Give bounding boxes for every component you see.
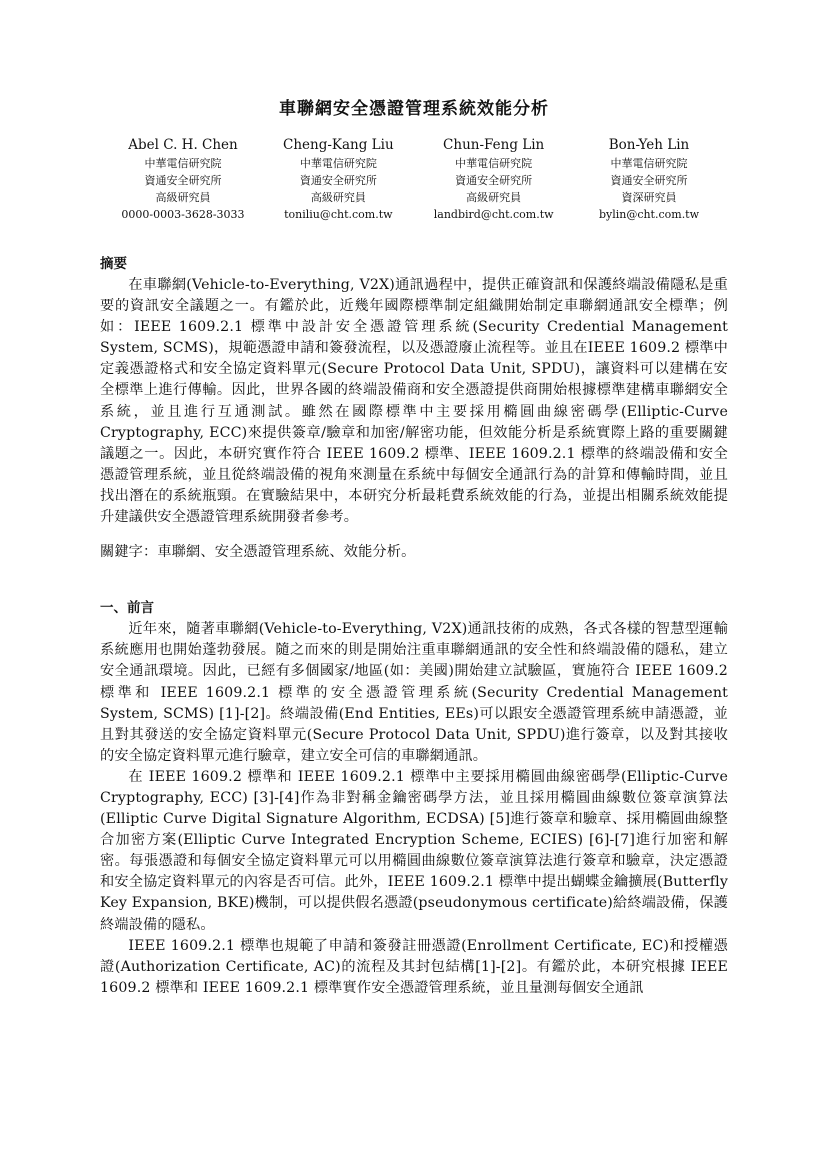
author-position: 高級研究員 — [155, 191, 211, 204]
author-org: 中華電信研究院 — [299, 157, 377, 170]
paper-page — [100, 98, 728, 999]
author-org: 中華電信研究院 — [455, 157, 533, 170]
author-name: Chun-Feng Lin — [443, 137, 545, 153]
abstract-text: 在車聯網(Vehicle-to-Everything, V2X)通訊過程中，提供正確資訊和保護終端設備隱私是重要的資訊安全議題之一。有鑑於此，近幾年國際標準制定組織開始制定車聯網通訊安全標準；例如：IEEE 1609.2.1 標準中設計安全憑證管理系統(Security Credential Management System, SCMS)，規範憑證申請和簽發流程，以及憑證廢止流程等。並且在IEEE 1609.2 標準中定義憑證格式和安全協定資料單元(Secure Protocol Data Unit, SPDU)，讓資料可以建構在安全標準上進行傳輸。因此，世界各國的終端設備商和安全憑證提供商開始根據標準建構車聯網安全系統，並且進行互通測試。雖然在國際標準中主要採用橢圓曲線密碼學(Elliptic-Curve Cryptography, ECC)來提供簽章/驗章和加密/解密功能，但效能分析是系統實際上路的重要關鍵議題之一。因此，本研究實作符合 IEEE 1609.2 標準、IEEE 1609.2.1 標準的終端設備和安全憑證管理系統，並且從終端設備的視角來測量在系統中每個安全通訊行為的計算和傳輸時間，並且找出潛在的系統瓶頸。在實驗結果中，本研究分析最耗費系統效能的行為，並提出相關系統效能提升建議供安全憑證管理系統開發者參考。 — [100, 277, 728, 526]
author-block — [574, 136, 724, 223]
author-name: Abel C. H. Chen — [128, 137, 238, 153]
author-position: 高級研究員 — [466, 191, 522, 204]
author-contact: 0000-0003-3628-3033 — [121, 208, 245, 221]
body-paragraph: 在 IEEE 1609.2 標準和 IEEE 1609.2.1 標準中主要採用橢圓曲線密碼學(Elliptic-Curve Cryptography, ECC) [3]-[4]作為非對稱金鑰密碼學方法，並且採用橢圓曲線數位簽章演算法(Elliptic Curve Digital Signature Algorithm, ECDSA) [5]進行簽章和驗章、採用橢圓曲線整合加密方案(Elliptic Curve Integrated Encryption Scheme, ECIES) [6]-[7]進行加密和解密。每張憑證和每個安全協定資料單元可以用橢圓曲線數位簽章演算法進行簽章和驗章，決定憑證和安全協定資料單元的內容是否可信。此外，IEEE 1609.2.1 標準中提出蝴蝶金鑰擴展(Butterfly Key Expansion, BKE)機制，可以提供假名憑證(pseudonymous certificate)給終端設備，保護終端設備的隱私。 — [100, 768, 728, 933]
author-contact: landbird@cht.com.tw — [433, 208, 554, 221]
author-org: 中華電信研究院 — [610, 157, 688, 170]
author-contact: bylin@cht.com.tw — [598, 208, 700, 221]
paper-title: 車聯網安全憑證管理系統效能分析 — [279, 99, 549, 119]
body-paragraph: 近年來，隨著車聯網(Vehicle-to-Everything, V2X)通訊技術的成熟，各式各樣的智慧型運輸系統應用也開始蓬勃發展。隨之而來的則是開始注重車聯網通訊的安全性和終端設備的隱私，建立安全通訊環境。因此，已經有多個國家/地區(如：美國)開始建立試驗區，實施符合 IEEE 1609.2 標準和 IEEE 1609.2.1 標準的安全憑證管理系統(Security Credential Management System, SCMS) [1]-[2]。終端設備(End Entities, EEs)可以跟安全憑證管理系統申請憑證，並且對其發送的安全協定資料單元(Secure Protocol Data Unit, SPDU)進行簽章，以及對其接收的安全協定資料單元進行驗章，建立安全可信的車聯網通訊。 — [100, 621, 728, 764]
author-list — [108, 136, 724, 223]
abstract-heading: 摘要 — [100, 256, 127, 272]
author-block — [263, 136, 413, 223]
author-block — [108, 136, 258, 223]
keywords: 關鍵字：車聯網、安全憑證管理系統、效能分析。 — [100, 544, 416, 561]
author-contact: toniliu@cht.com.tw — [284, 208, 393, 221]
author-dept: 資通安全研究所 — [610, 174, 688, 187]
author-dept: 資通安全研究所 — [299, 174, 377, 187]
author-dept: 資通安全研究所 — [144, 174, 222, 187]
section-heading-introduction: 一、前言 — [100, 600, 154, 617]
body-paragraph: IEEE 1609.2.1 標準也規範了申請和簽發註冊憑證(Enrollment Certificate, EC)和授權憑證(Authorization Certificate, AC)的流程及其封包結構[1]-[2]。有鑑於此，本研究根據 IEEE 1609.2 標準和 IEEE 1609.2.1 標準實作安全憑證管理系統，並且量測每個安全通訊 — [100, 937, 728, 996]
author-position: 資深研究員 — [621, 191, 677, 204]
author-name: Cheng-Kang Liu — [283, 137, 394, 153]
author-org: 中華電信研究院 — [144, 157, 222, 170]
author-dept: 資通安全研究所 — [455, 174, 533, 187]
author-name: Bon-Yeh Lin — [608, 137, 690, 153]
author-block — [419, 136, 569, 223]
author-position: 高級研究員 — [310, 191, 366, 204]
